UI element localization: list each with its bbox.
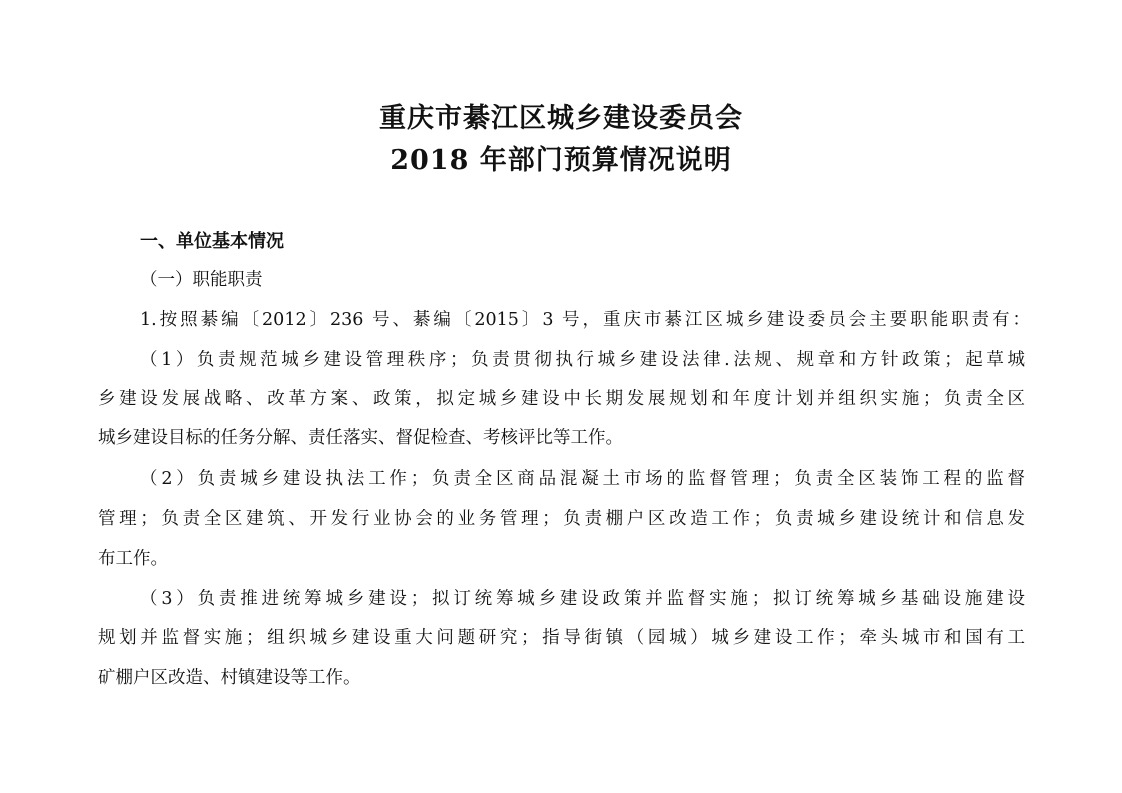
paragraph-line: 布工作。 [98, 549, 168, 569]
paragraph-line: 规划并监督实施；组织城乡建设重大问题研究；指导街镇（园城）城乡建设工作；牵头城市和国有工 [98, 628, 1025, 648]
paragraph-line: 城乡建设目标的任务分解、责任落实、督促检查、考核评比等工作。 [98, 428, 623, 448]
paragraph-line: 乡建设发展战略、改革方案、政策，拟定城乡建设中长期发展规划和年度计划并组织实施；负责全区 [98, 389, 1025, 409]
document-title-line1: 重庆市綦江区城乡建设委员会 [379, 103, 743, 134]
paragraph-line: （1）负责规范城乡建设管理秩序；负责贯彻执行城乡建设法律.法规、规章和方针政策；起草城 [140, 350, 1025, 370]
paragraph-line: （2）负责城乡建设执法工作；负责全区商品混凝土市场的监督管理；负责全区装饰工程的监督 [140, 469, 1025, 489]
paragraph-line: 管理；负责全区建筑、开发行业协会的业务管理；负责棚户区改造工作；负责城乡建设统计和信息发 [98, 509, 1025, 529]
paragraph-line: （3）负责推进统筹城乡建设；拟订统筹城乡建设政策并监督实施；拟订统筹城乡基础设施建设 [140, 589, 1025, 609]
document-title-line2: 2018 年部门预算情况说明 [390, 145, 732, 176]
paragraph-line: 矿棚户区改造、村镇建设等工作。 [98, 668, 361, 688]
section-heading: 一、单位基本情况 [140, 231, 284, 252]
subsection-heading: （一）职能职责 [140, 270, 263, 290]
intro-paragraph: 1.按照綦编〔2012〕236 号、綦编〔2015〕3 号，重庆市綦江区城乡建设委员会主要职能职责有： [140, 310, 1030, 330]
